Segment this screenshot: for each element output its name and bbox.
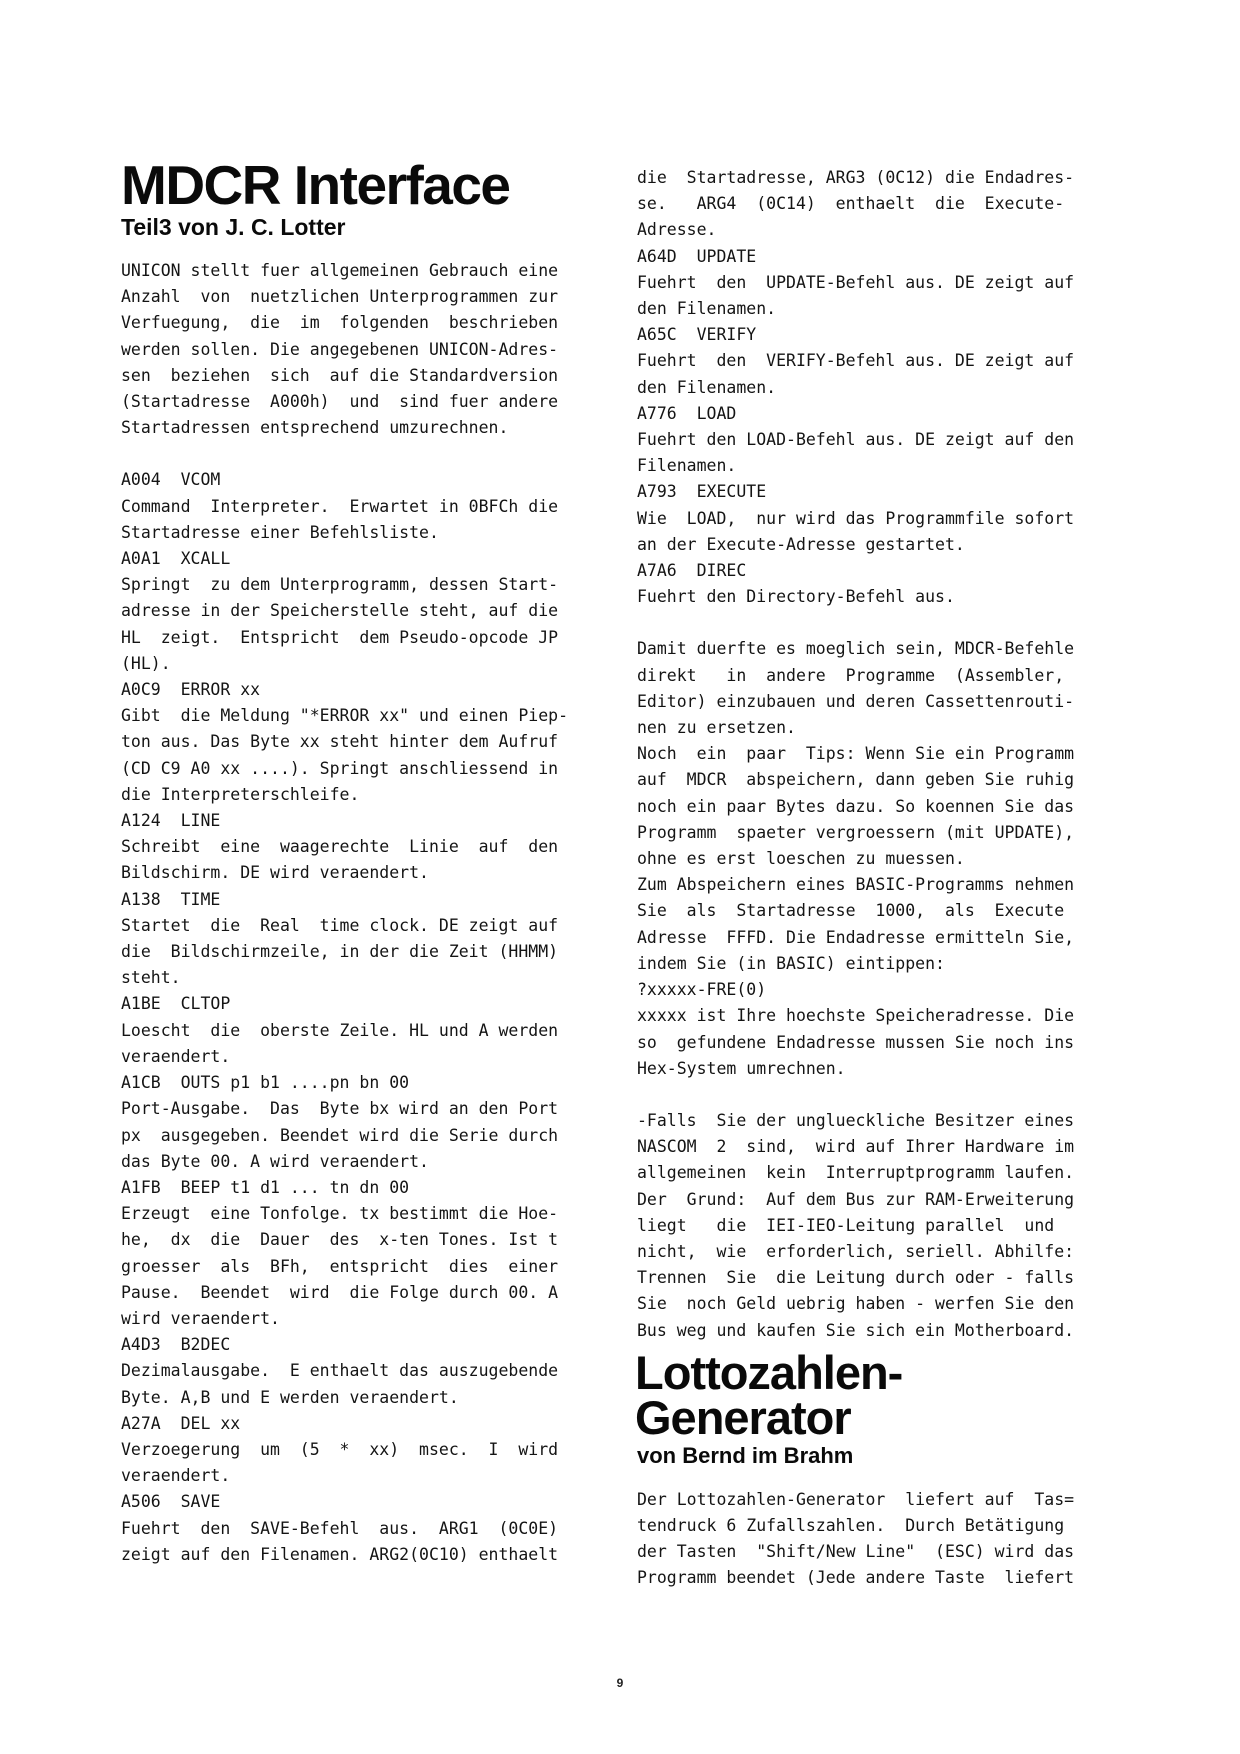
lotto-title-line1: Lottozahlen- [635,1345,903,1399]
routine-entry [637,322,1111,401]
routine-entry [121,808,595,887]
routine-address: A27A DEL xx [121,1413,241,1433]
routine-entry [121,546,595,677]
routine-entry [637,244,1111,323]
routine-description: Fuehrt den SAVE-Befehl aus. ARG1 (0C0E) zeigt auf den Filenamen. ARG2(0C10) enthaelt [121,1518,559,1564]
routine-address: A0A1 XCALL [121,549,231,569]
routine-description: Erzeugt eine Tonfolge. tx bestimmt die Hoe- he, dx die Dauer des x-ten Tones. Ist t groesser als BFh, entspricht dies einer Pause. Beendet wird die Folge durch 00. A wird veraendert. [121,1204,559,1328]
routine-address: A0C9 ERROR xx [121,680,261,700]
routine-entry [121,1332,595,1411]
routine-description: Springt zu dem Unterprogramm, dessen Start- adresse in der Speicherstelle steht, auf die HL zeigt. Entspricht dem Pseudo-opcode JP (HL). [121,575,559,673]
routine-description: Startet die Real time clock. DE zeigt auf die Bildschirmzeile, in der die Zeit (HHMM) steht. [121,915,559,988]
routine-address: A004 VCOM [121,470,221,490]
routine-description: Dezimalausgabe. E enthaelt das auszugebende Byte. A,B und E werden veraendert. [121,1361,559,1407]
routine-entry [637,401,1111,480]
routine-description: Verzoegerung um (5 * xx) msec. I wird veraendert. [121,1439,559,1486]
routine-address: A138 TIME [121,889,221,909]
routine-entry [121,887,595,992]
closing-paragraph: -Falls Sie der unglueckliche Besitzer eines NASCOM 2 sind, wird auf Ihrer Hardware im allgemeinen kein Interruptprogramm laufen. Der Grund: Auf dem Bus zur RAM-Erweiterung liegt die IEI-IEO-Leitung parallel und nicht, wie erforderlich, seriell. Abhilfe: Trennen Sie die Leitung durch oder - falls Sie noch Geld uebrig haben - werfen Sie den Bus weg und kaufen Sie sich ein Motherboard. [637,1110,1075,1340]
routine-description: Fuehrt den Directory-Befehl aus. [637,587,955,607]
routine-entry [121,1411,595,1490]
routine-entry [121,1489,595,1568]
routine-entry [637,479,1111,558]
right-column [637,165,1111,1592]
routine-address: A1CB OUTS p1 b1 ....pn bn 00 [121,1073,410,1093]
routine-address: A7A6 DIREC [637,561,747,581]
routine-description: Fuehrt den LOAD-Befehl aus. DE zeigt auf den Filenamen. [637,430,1075,476]
routine-entry [121,677,595,808]
lotto-article [635,1345,1111,1592]
routine-address: A4D3 B2DEC [121,1335,231,1355]
routine-address: A1FB BEEP t1 d1 ... tn dn 00 [121,1177,410,1197]
intro-paragraph: UNICON stellt fuer allgemeinen Gebrauch eine Anzahl von nuetzlichen Unterprogrammen zur Verfuegung, die im folgenden beschrieben werden sollen. Die angegebenen UNICON-Adres- sen beziehen sich auf die Standardversion (Startadresse A000h) und sind fuer andere Startadressen entsprechend umzurechnen. [121,261,559,438]
routine-description: Loescht die oberste Zeile. HL und A werden veraendert. [121,1020,559,1066]
routine-list-left [121,467,595,1568]
lotto-paragraph: Der Lottozahlen-Generator liefert auf Tas= tendruck 6 Zufallszahlen. Durch Betätigung der Tasten "Shift/New Line" (ESC) wird das Programm beendet (Jede andere Taste liefert [637,1489,1075,1588]
routine-entry [121,467,595,546]
routine-address: A776 LOAD [637,403,737,423]
page-number: 9 [616,1676,624,1690]
routine-description: Wie LOAD, nur wird das Programmfile sofort an der Execute-Adresse gestartet. [637,508,1075,554]
routine-address: A1BE CLTOP [121,994,231,1014]
article-title: MDCR Interface [121,154,510,216]
closing-paragraph: Damit duerfte es moeglich sein, MDCR-Befehle direkt in andere Programme (Assembler, Editor) einzubauen und deren Cassettenrouti- nen zu ersetzen. Noch ein paar Tips: Wenn Sie ein Programm auf MDCR abspeichern, dann geben Sie ruhig noch ein paar Bytes dazu. So koennen Sie das Programm spaeter vergroessern (mit UPDATE), ohne es erst loeschen zu muessen. Zum Abspeichern eines BASIC-Programms nehmen Sie als Startadresse 1000, als Execute Adresse FFFD. Die Endadresse ermitteln Sie, indem Sie (in BASIC) eintippen: ?xxxxx-FRE(0) xxxxx ist Ihre hoechste Speicheradresse. Die so gefundene Endadresse mussen Sie noch ins Hex-System umrechnen. [637,639,1075,1078]
routine-description: Fuehrt den VERIFY-Befehl aus. DE zeigt auf den Filenamen. [637,351,1075,397]
routine-entry [121,991,595,1070]
routine-description: Command Interpreter. Erwartet in 0BFCh die Startadresse einer Befehlsliste. [121,496,559,542]
routine-description: Schreibt eine waagerechte Linie auf den Bildschirm. DE wird veraendert. [121,837,559,883]
routine-entry [121,1070,595,1175]
routine-address: A65C VERIFY [637,325,757,345]
continued-text: die Startadresse, ARG3 (0C12) die Endadres- se. ARG4 (0C14) enthaelt die Execute- Adresse. [637,168,1075,240]
lotto-byline: von Bernd im Brahm [637,1442,854,1468]
routine-address: A124 LINE [121,811,221,831]
routine-address: A793 EXECUTE [637,482,767,502]
routine-address: A64D UPDATE [637,246,757,266]
routine-entry [121,1175,595,1332]
lotto-title-line2: Generator [635,1390,851,1444]
routine-entry [637,558,1111,610]
left-column [121,154,595,1568]
routine-list-right [637,244,1111,611]
routine-description: Fuehrt den UPDATE-Befehl aus. DE zeigt auf den Filenamen. [637,272,1075,319]
article-byline: Teil3 von J. C. Lotter [121,214,346,240]
routine-description: Gibt die Meldung "*ERROR xx" und einen Piep- ton aus. Das Byte xx steht hinter dem Aufruf (CD C9 A0 xx ....). Springt anschliessend in die Interpreterschleife. [121,706,569,804]
routine-address: A506 SAVE [121,1492,221,1512]
routine-description: Port-Ausgabe. Das Byte bx wird an den Port px ausgegeben. Beendet wird die Serie durch das Byte 00. A wird veraendert. [121,1099,559,1171]
